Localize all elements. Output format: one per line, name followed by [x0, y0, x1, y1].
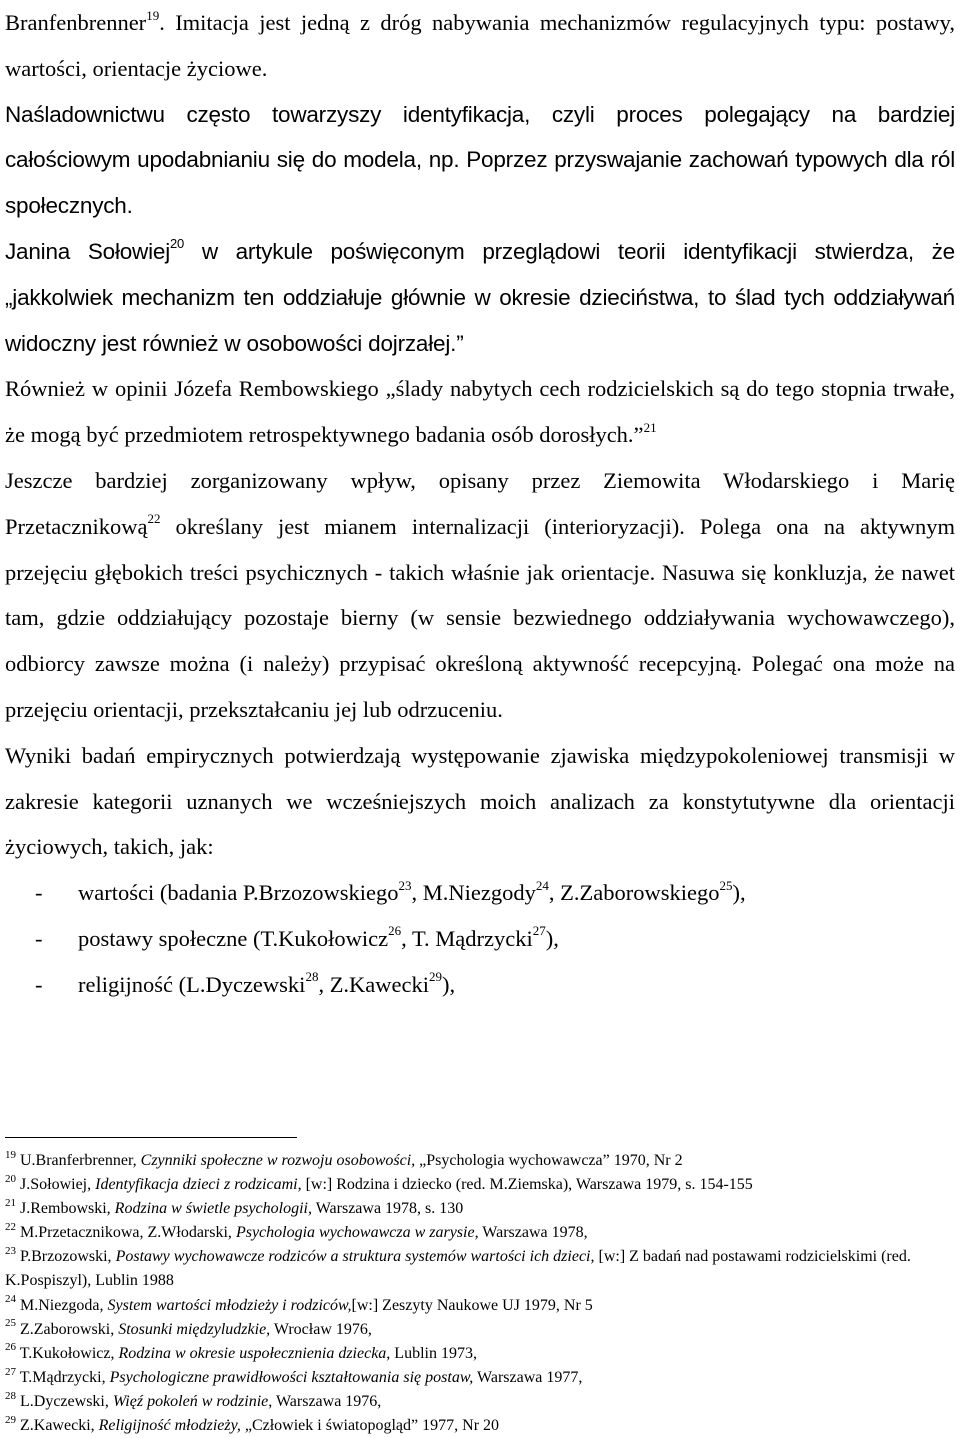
footnote-ref[interactable]: 29	[429, 969, 443, 985]
text-run: . Imitacja jest jedną z dróg nabywania mechanizmów regulacyjnych typu: postawy, wartości, orientacje życiowe.	[5, 10, 955, 81]
list-dash: -	[35, 925, 43, 951]
text-run: J.Sołowiej,	[16, 1176, 96, 1194]
paragraph-4	[5, 366, 955, 458]
paragraph-3	[5, 229, 955, 366]
text-run: „Człowiek i światopogląd” 1977, Nr 20	[240, 1417, 500, 1435]
text-run: Z.Kawecki,	[16, 1417, 99, 1435]
title-italic: Rodzina w okresie uspołecznienia dziecka	[118, 1344, 387, 1362]
title-italic: Stosunki międzyludzkie,	[118, 1320, 271, 1338]
title-italic: Rodzina w świetle psychologii,	[114, 1200, 312, 1218]
footnotes	[5, 1149, 960, 1438]
footnote	[5, 1197, 960, 1221]
footnote-ref[interactable]: 25	[719, 877, 733, 893]
text-run: M.Niezgoda,	[16, 1296, 108, 1314]
footnote-ref[interactable]: 20	[170, 236, 185, 252]
text-run: Warszawa 1977,	[473, 1368, 583, 1386]
text-run: L.Dyczewski,	[16, 1392, 113, 1410]
paragraph-6: Wyniki badań empirycznych potwierdzają występowanie zjawiska międzypokoleniowej transmisji w zakresie kategorii uznanych we wcześniejszych moich analizach za konstytutywne dla orientacji życiowych, takich, jak:	[5, 742, 955, 860]
footnote-ref[interactable]: 19	[146, 7, 160, 23]
list-item	[5, 916, 955, 962]
footnote-ref[interactable]: 24	[535, 877, 549, 893]
text-run: T.Kukołowicz,	[16, 1344, 119, 1362]
text-run: Warszawa 1978,	[478, 1224, 588, 1242]
document-page	[5, 0, 955, 1008]
text-run: , Lublin 1973,	[386, 1344, 477, 1362]
text-run: wartości (badania P.Brzozowskiego	[78, 880, 399, 906]
text-run: [w:] Z badań nad postawami rodzicielskimi (red. K.Pospiszyl), Lublin 1988	[5, 1248, 911, 1290]
title-italic: Psychologiczne prawidłowości kształtowania się postaw,	[109, 1368, 474, 1386]
text-run: religijność (L.Dyczewski	[78, 971, 306, 997]
text-run: U.Branferbrenner,	[16, 1152, 141, 1169]
text-run: , T. Mądrzycki	[401, 925, 533, 951]
footnote	[5, 1173, 960, 1197]
title-italic: Religijność młodzieży,	[98, 1417, 241, 1435]
footnote-number: 25	[5, 1317, 16, 1330]
footnote-number: 28	[5, 1389, 16, 1402]
main-text	[5, 0, 955, 870]
title-italic: Identyfikacja dzieci z rodzicami,	[95, 1176, 302, 1194]
text-run: Również w opinii Józefa Rembowskiego „ślady nabytych cech rodzicielskich są do tego stopnia trwałe, że mogą być przedmiotem retrospektywnego badania osób dorosłych.”	[5, 376, 955, 448]
footnote-ref[interactable]: 26	[388, 923, 402, 939]
footnote-number: 22	[5, 1220, 16, 1233]
text-run: , Z.Zaborowskiego	[548, 880, 720, 906]
footnote	[5, 1149, 960, 1173]
footnote	[5, 1318, 960, 1342]
text-run: „Psychologia wychowawcza” 1970, Nr 2	[415, 1152, 683, 1169]
text-run: Warszawa 1978, s. 130	[312, 1200, 464, 1218]
footnote-number: 26	[5, 1341, 16, 1354]
text-run: postawy społeczne (T.Kukołowicz	[78, 925, 389, 951]
paragraph-2: Naśladownictwu często towarzyszy identyfikacja, czyli proces polegający na bardziej całościowym upodabnianiu się do modela, np. Poprzez przyswajanie zachowań typowych dla ról społecznych.	[5, 101, 955, 219]
footnote-separator	[5, 1137, 297, 1138]
orientation-list	[5, 870, 955, 1007]
text-run: J.Rembowski,	[16, 1200, 115, 1218]
footnote	[5, 1245, 960, 1293]
text-run: , Z.Kawecki	[318, 971, 430, 997]
text-run: Jeszcze bardziej zorganizowany wpływ, opisany przez Ziemowita Włodarskiego i Marię Przetacznikową	[5, 467, 955, 539]
footnote-ref[interactable]: 21	[643, 419, 657, 435]
footnote-ref[interactable]: 22	[147, 511, 161, 527]
title-italic: System wartości młodzieży i rodziców,	[107, 1296, 352, 1314]
footnote-number: 29	[5, 1413, 16, 1426]
footnote	[5, 1221, 960, 1245]
footnote	[5, 1366, 960, 1390]
list-dash: -	[35, 880, 43, 906]
text-run: [w:] Rodzina i dziecko (red. M.Ziemska), Warszawa 1979, s. 154-155	[301, 1176, 753, 1194]
title-italic: Czynniki społeczne w rozwoju osobowości,	[140, 1152, 416, 1169]
footnote-number: 24	[5, 1293, 16, 1306]
footnote-number: 23	[5, 1245, 16, 1258]
text-run: Z.Zaborowski,	[16, 1320, 119, 1338]
title-italic: Postawy wychowawcze rodziców a struktura systemów wartości ich dzieci,	[115, 1248, 595, 1266]
text-run: w artykule poświęconym przeglądowi teorii identyfikacji stwierdza, że „jakkolwiek mechanizm ten oddziałuje głównie w okresie dzieciństwa, to ślad tych oddziaływań widoczny jest również w osobowości dojrzałej.”	[5, 238, 955, 356]
list-item	[5, 962, 955, 1008]
text-run: , M.Niezgody	[411, 880, 536, 906]
text-run: Wrocław 1976,	[270, 1320, 372, 1338]
title-italic: Psychologia wychowawcza w zarysie,	[235, 1224, 479, 1242]
footnote-number: 19	[5, 1148, 16, 1161]
text-run: M.Przetacznikowa, Z.Włodarski,	[16, 1224, 236, 1242]
text-run: P.Brzozowski,	[16, 1248, 116, 1266]
paragraph-1	[5, 0, 955, 92]
text-run: T.Mądrzycki,	[16, 1368, 110, 1386]
footnote	[5, 1414, 960, 1438]
text-run: , Warszawa 1976,	[268, 1392, 382, 1410]
title-italic: Więź pokoleń w rodzinie	[112, 1392, 269, 1410]
text-run: ),	[545, 925, 559, 951]
footnote-ref[interactable]: 28	[305, 969, 319, 985]
footnote	[5, 1342, 960, 1366]
footnote-number: 27	[5, 1365, 16, 1378]
footnote	[5, 1294, 960, 1318]
list-dash: -	[35, 971, 43, 997]
list-item	[5, 870, 955, 916]
footnote-ref[interactable]: 27	[532, 923, 546, 939]
paragraph-5	[5, 458, 955, 733]
footnote-number: 21	[5, 1196, 16, 1209]
text-run: ),	[732, 880, 746, 906]
footnote-ref[interactable]: 23	[398, 877, 412, 893]
text-run: ),	[442, 971, 456, 997]
text-run: Branfenbrenner	[5, 10, 147, 35]
footnote-number: 20	[5, 1172, 16, 1185]
text-run: [w:] Zeszyty Naukowe UJ 1979, Nr 5	[351, 1296, 593, 1314]
text-run: Janina Sołowiej	[5, 238, 171, 264]
text-run: określany jest mianem internalizacji (interioryzacji). Polega ona na aktywnym przejęciu głębokich treści psychicznych - takich właśnie jak orientacje. Nasuwa się konkluzja, że nawet tam, gdzie oddziałujący pozostaje bierny (w sensie bezwiednego oddziaływania wychowawczego), odbiorcy zawsze można (i należy) przypisać określoną aktywność recepcyjną. Polegać ona może na przejęciu orientacji, przekształcaniu jej lub odrzuceniu.	[5, 513, 955, 722]
footnote	[5, 1390, 960, 1414]
